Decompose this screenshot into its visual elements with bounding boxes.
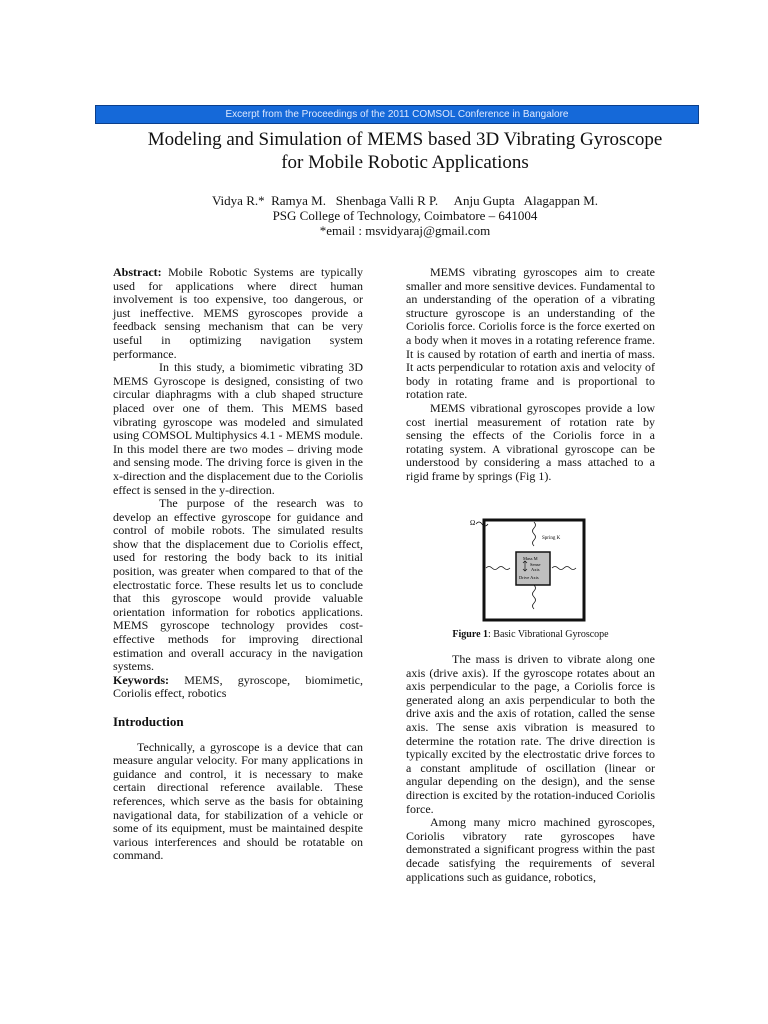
title-line-2: for Mobile Robotic Applications xyxy=(281,152,529,173)
right-paragraph-2: MEMS vibrational gyroscopes provide a low cost inertial measurement of rotation rate by sensing the effects of the Coriolis force in a rotating system. A vibrational gyroscope can be understood by considering a mass attached to a rigid frame by springs (Fig 1). xyxy=(406,400,655,483)
author-email: *email : msvidyaraj@gmail.com xyxy=(319,223,491,238)
sense-label: Sense xyxy=(530,562,541,567)
bottom-spring-icon xyxy=(533,585,536,609)
introduction-paragraph-1: Technically, a gyroscope is a device that can measure angular velocity. For many applications in guidance and control, it is necessary to make certain directional reference available. These references, which serve as the basis for obtaining navigational data, for stabilization of a vehicle or some of its equipment, must be maintained despite various interferences and should be rotatable on command. xyxy=(113,739,363,863)
right-column xyxy=(406,266,655,484)
rotation-arrow-icon xyxy=(476,522,488,526)
author-affiliation: PSG College of Technology, Coimbatore – 641004 xyxy=(272,208,538,223)
paper-title xyxy=(100,128,710,174)
right-paragraph-3: The mass is driven to vibrate along one axis (drive axis). If the gyroscope rotates about an axis perpendicular to the page, a Coriolis force is generated along an axis perpendicular to both the drive axis and the axis of rotation, called the sense axis. The sense axis vibration is measured to determine the rotation rate. The drive direction is typically excited by the electrostatic drive forces to a constant amplitude of oscillation (linear or angular depending on the design), and the sense direction is excited by the rotation-induced Coriolis force. xyxy=(406,652,655,816)
author-block xyxy=(100,193,710,238)
abstract-paragraph-3: The purpose of the research was to develop an effective gyroscope for guidance and control of mobile robots. The simulated results show that the displacement due to Coriolis effect, used for restoring the body back to its initial position, was greater when compared to that of the electrostatic force. These results let us to conclude that this gyroscope would provide valuable orientation information for robotics applications. MEMS gyroscope technology provides cost-effective methods for improving directional estimation and overall accuracy in the navigation systems. xyxy=(113,496,363,674)
spring-label: Spring K xyxy=(542,536,561,541)
omega-label: Ω xyxy=(470,519,476,527)
abstract-paragraph-2: In this study, a biomimetic vibrating 3D MEMS Gyroscope is designed, consisting of two circular diaphragms with a club shaped structure placed over one of them. This MEMS based vibrating gyroscope was modeled and simulated using COMSOL Multiphysics 4.1 - MEMS module. In this model there are two modes – driving mode and sensing mode. The driving force is given in the x-direction and the displacement due to the Coriolis effect is sensed in the y-direction. xyxy=(113,360,363,497)
gyroscope-figure xyxy=(470,515,588,622)
abstract-label: Abstract: xyxy=(113,265,162,279)
drive-axis-label: Drive Axis xyxy=(519,575,539,580)
abstract-paragraph-1: Abstract: Mobile Robotic Systems are typically used for applications where direct human involvement is too expensive, too dangerous, or just ineffective. MEMS gyroscopes provide a feedback sensing mechanism that can be very useful in optimizing navigation system performance. xyxy=(113,265,363,361)
axis-label: Axis xyxy=(531,567,540,572)
keywords: Keywords: MEMS, gyroscope, biomimetic, Coriolis effect, robotics xyxy=(113,672,364,701)
figure-caption-label: Figure 1 xyxy=(452,629,489,640)
figure-caption: Figure 1: Basic Vibrational Gyroscope xyxy=(452,629,609,640)
top-spring-icon xyxy=(533,522,536,546)
mass-label: Mass M xyxy=(523,556,538,561)
introduction-heading: Introduction xyxy=(113,714,184,729)
right-paragraph-4: Among many micro machined gyroscopes, Coriolis vibratory rate gyroscopes have demonstrated a significant progress within the past decade satisfying the requirements of several applications such as guidance, robotics, xyxy=(406,815,655,884)
left-column xyxy=(113,266,363,863)
right-column-lower xyxy=(406,653,655,884)
right-spring-icon xyxy=(552,567,576,570)
conference-banner: Excerpt from the Proceedings of the 2011 COMSOL Conference in Bangalore xyxy=(95,105,699,124)
author-names: Vidya R.* Ramya M. Shenbaga Valli R P. Anju Gupta Alagappan M. xyxy=(211,193,599,208)
title-line-1: Modeling and Simulation of MEMS based 3D Vibrating Gyroscope xyxy=(147,129,663,150)
right-paragraph-1: MEMS vibrating gyroscopes aim to create smaller and more sensitive devices. Fundamental to an understanding of the operation of a vibrating structure gyroscope is an understanding of the Coriolis force. Coriolis force is the force exerted on a body when it moves in a rotating reference frame. It is caused by rotation of earth and inertia of mass. It acts perpendicular to rotation axis and velocity of body in rotating frame and is proportional to rotation rate. xyxy=(406,265,655,402)
keywords-label: Keywords: xyxy=(113,672,169,687)
left-spring-icon xyxy=(486,567,510,570)
